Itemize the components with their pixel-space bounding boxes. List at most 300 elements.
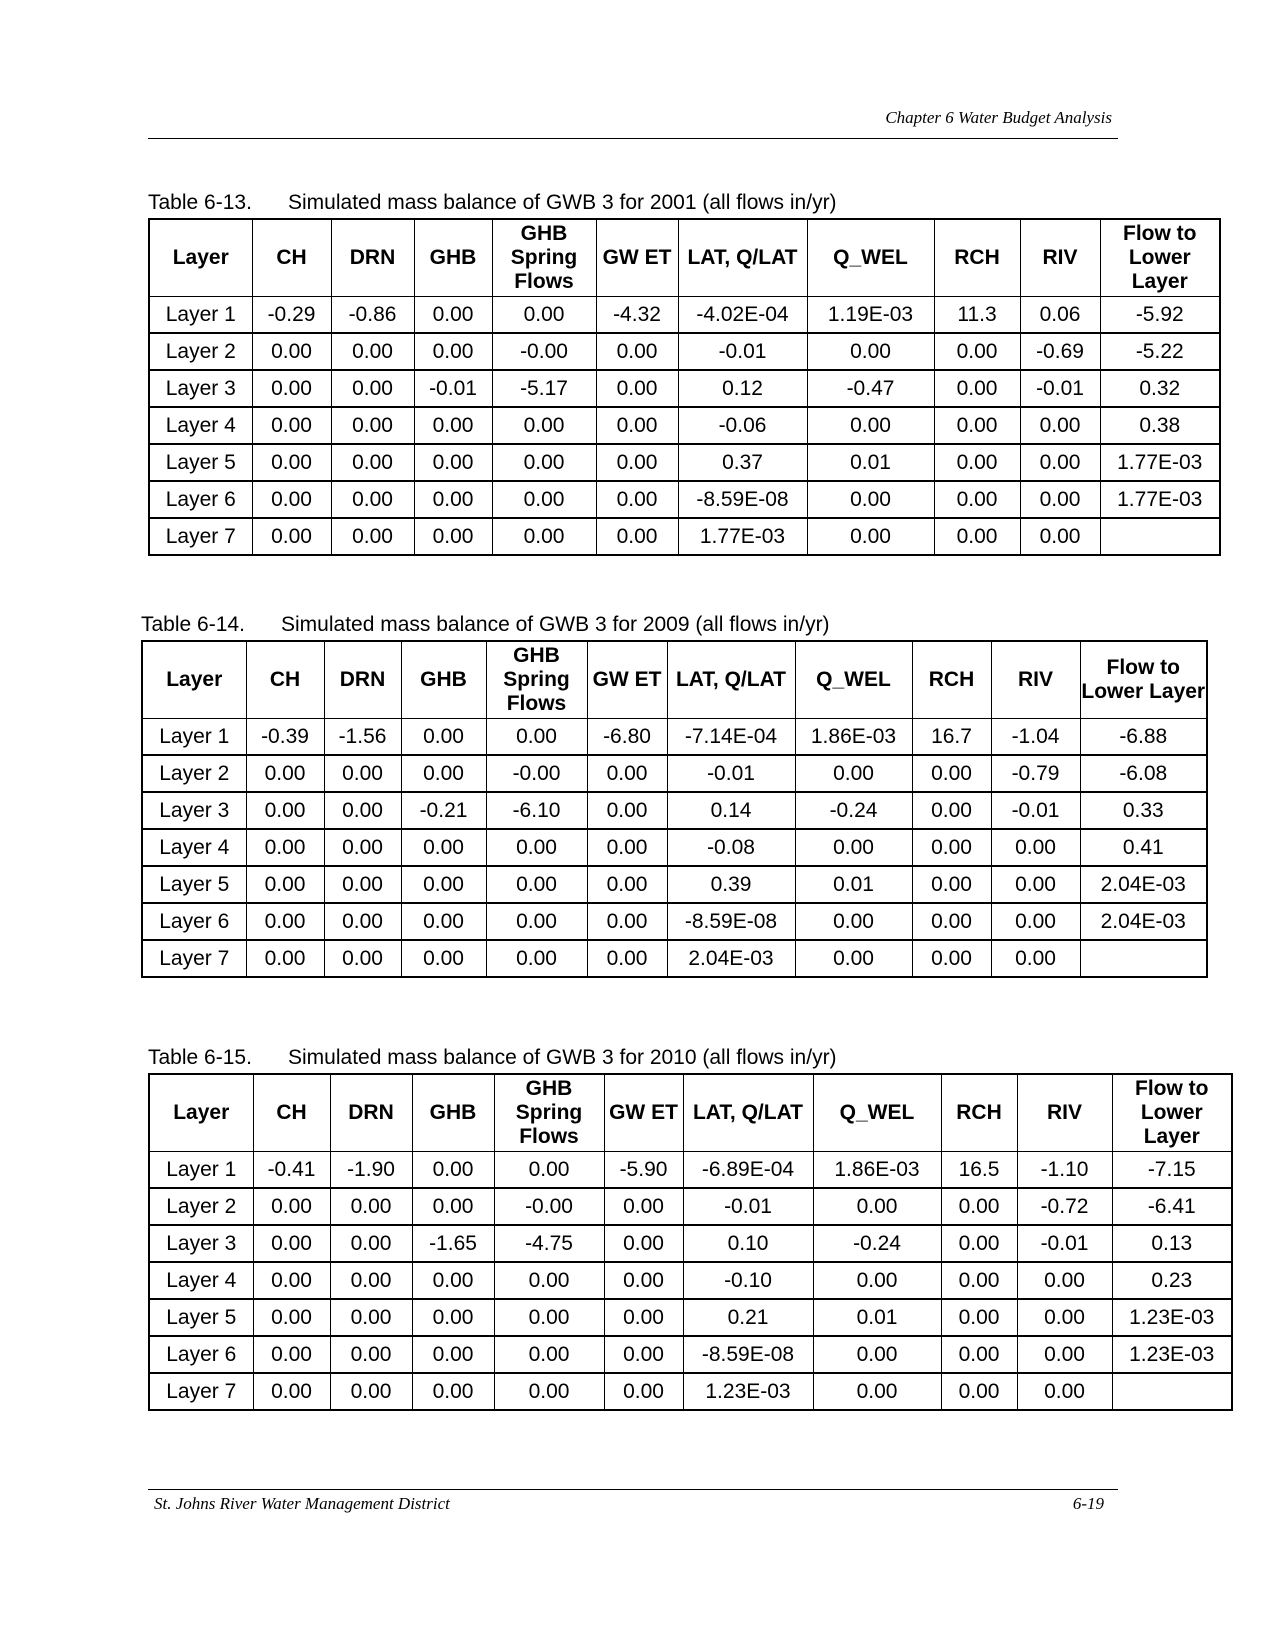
table-6-13-block (148, 188, 1221, 556)
row-label: Layer 3 (149, 370, 252, 407)
table-cell: 0.00 (1020, 444, 1100, 481)
table-cell: 0.00 (246, 829, 324, 866)
table-cell: 0.00 (246, 940, 324, 977)
table-cell: 0.00 (324, 903, 401, 940)
table-cell: 0.00 (934, 518, 1020, 555)
table-cell: 0.00 (604, 1188, 683, 1225)
table-cell: -0.00 (486, 755, 587, 792)
table-cell: 0.00 (414, 481, 492, 518)
table-cell: 0.00 (252, 407, 331, 444)
table-cell: -0.00 (494, 1188, 604, 1225)
table-6-14-block (141, 610, 1208, 978)
table-cell: 0.13 (1112, 1225, 1232, 1262)
column-header: GHB Spring Flows (486, 641, 587, 719)
table-cell: 0.00 (253, 1262, 330, 1299)
table-cell: -0.24 (795, 792, 912, 829)
table-cell: 0.00 (912, 866, 991, 903)
table-cell: 2.04E-03 (1080, 903, 1207, 940)
table-cell: 0.21 (683, 1299, 813, 1336)
column-header: RCH (934, 219, 1020, 297)
table-cell: 0.00 (330, 1188, 412, 1225)
table-6-15-block (148, 1043, 1233, 1411)
table-cell: 0.00 (795, 829, 912, 866)
table-cell: -0.41 (253, 1152, 330, 1189)
table-cell: -0.10 (683, 1262, 813, 1299)
table-title: Simulated mass balance of GWB 3 for 2010 (all flows in/yr) (288, 1046, 837, 1069)
table-cell: 0.00 (934, 444, 1020, 481)
row-label: Layer 5 (142, 866, 246, 903)
table-title: Simulated mass balance of GWB 3 for 2001 (all flows in/yr) (288, 191, 837, 214)
table-row (149, 370, 1220, 407)
table-cell: 0.00 (401, 903, 486, 940)
row-label: Layer 4 (149, 407, 252, 444)
table-cell: -7.14E-04 (667, 719, 795, 756)
table-cell: 1.23E-03 (1112, 1299, 1232, 1336)
table-cell: -0.72 (1017, 1188, 1112, 1225)
table-cell: 1.77E-03 (1100, 481, 1220, 518)
table-cell: 0.00 (596, 444, 678, 481)
row-label: Layer 6 (149, 1336, 253, 1373)
table-row (149, 407, 1220, 444)
table-cell: 0.00 (492, 297, 596, 334)
table-cell: 0.00 (401, 940, 486, 977)
table-cell: -0.01 (683, 1188, 813, 1225)
table-cell: 0.00 (246, 792, 324, 829)
table-cell: 0.00 (253, 1188, 330, 1225)
table-cell: 0.00 (494, 1373, 604, 1410)
table-cell (1100, 518, 1220, 555)
table-cell: 0.00 (414, 407, 492, 444)
column-header: RIV (1020, 219, 1100, 297)
column-header: GHB (412, 1074, 494, 1152)
table-cell: 0.00 (1020, 518, 1100, 555)
table-cell: 0.00 (486, 940, 587, 977)
table-cell: 0.00 (1017, 1336, 1112, 1373)
row-label: Layer 1 (149, 297, 252, 334)
row-label: Layer 7 (149, 518, 252, 555)
table-cell: 0.06 (1020, 297, 1100, 334)
row-label: Layer 1 (142, 719, 246, 756)
table-cell: 0.00 (324, 792, 401, 829)
table-cell: -5.92 (1100, 297, 1220, 334)
table-cell: -0.21 (401, 792, 486, 829)
table-cell: 0.00 (912, 903, 991, 940)
table-cell: -0.69 (1020, 333, 1100, 370)
table-row (149, 297, 1220, 334)
table-cell: -0.00 (492, 333, 596, 370)
row-label: Layer 4 (142, 829, 246, 866)
table-cell: 0.00 (941, 1225, 1017, 1262)
row-label: Layer 6 (142, 903, 246, 940)
table-cell: 0.00 (596, 481, 678, 518)
column-header: GW ET (604, 1074, 683, 1152)
column-header: RCH (941, 1074, 1017, 1152)
table-cell: 0.00 (331, 370, 414, 407)
table-cell: -4.02E-04 (678, 297, 807, 334)
table-cell: 1.77E-03 (1100, 444, 1220, 481)
table-cell: 0.00 (252, 370, 331, 407)
mass-balance-table (148, 1073, 1233, 1411)
table-cell: 0.01 (813, 1299, 941, 1336)
table-cell: 0.00 (252, 333, 331, 370)
table-cell: 1.86E-03 (813, 1152, 941, 1189)
table-cell: 0.00 (587, 755, 667, 792)
table-cell: -0.24 (813, 1225, 941, 1262)
column-header: Flow to Lower Layer (1100, 219, 1220, 297)
mass-balance-table (148, 218, 1221, 556)
table-cell: 0.00 (604, 1225, 683, 1262)
table-cell: 0.00 (331, 481, 414, 518)
table-cell: 2.04E-03 (667, 940, 795, 977)
page-header (148, 106, 1118, 139)
table-cell: 1.19E-03 (807, 297, 934, 334)
table-cell: 0.00 (486, 829, 587, 866)
table-cell: 0.00 (494, 1299, 604, 1336)
table-cell: -8.59E-08 (667, 903, 795, 940)
column-header: Layer (149, 219, 252, 297)
table-cell: -0.01 (414, 370, 492, 407)
table-cell: -0.01 (1017, 1225, 1112, 1262)
table-cell: 0.00 (330, 1336, 412, 1373)
table-cell: 0.00 (604, 1336, 683, 1373)
table-cell: -1.04 (991, 719, 1080, 756)
table-number: Table 6-14. (141, 613, 245, 636)
row-label: Layer 7 (142, 940, 246, 977)
column-header: CH (253, 1074, 330, 1152)
table-number: Table 6-15. (148, 1046, 252, 1069)
table-cell: 0.00 (813, 1373, 941, 1410)
table-cell: 1.77E-03 (678, 518, 807, 555)
table-cell: -0.01 (678, 333, 807, 370)
table-cell (1080, 940, 1207, 977)
table-cell: 0.00 (486, 903, 587, 940)
table-cell: 0.00 (494, 1262, 604, 1299)
table-cell: 2.04E-03 (1080, 866, 1207, 903)
table-cell: 0.00 (1020, 481, 1100, 518)
row-label: Layer 2 (149, 1188, 253, 1225)
table-cell: 1.86E-03 (795, 719, 912, 756)
table-cell: -6.08 (1080, 755, 1207, 792)
table-row (149, 1152, 1232, 1189)
table-cell: 0.00 (587, 903, 667, 940)
table-cell: 0.00 (252, 444, 331, 481)
table-cell: 0.00 (253, 1336, 330, 1373)
table-cell: 0.00 (492, 444, 596, 481)
table-caption (141, 610, 1208, 640)
table-cell: 0.00 (912, 792, 991, 829)
table-cell: 0.00 (252, 481, 331, 518)
table-row (142, 755, 1207, 792)
row-label: Layer 3 (142, 792, 246, 829)
table-cell: 0.00 (991, 866, 1080, 903)
table-cell: 0.00 (412, 1299, 494, 1336)
column-header: Q_WEL (795, 641, 912, 719)
page-footer (148, 1489, 1118, 1520)
table-cell: 0.00 (934, 370, 1020, 407)
table-cell: 0.00 (587, 792, 667, 829)
row-label: Layer 2 (142, 755, 246, 792)
column-header: Layer (142, 641, 246, 719)
table-cell: 0.00 (912, 755, 991, 792)
table-cell: 0.00 (324, 866, 401, 903)
table-cell: -6.41 (1112, 1188, 1232, 1225)
table-cell: 0.00 (587, 866, 667, 903)
table-cell: 0.00 (604, 1299, 683, 1336)
table-cell: 0.00 (330, 1262, 412, 1299)
table-cell: 0.00 (934, 407, 1020, 444)
table-row (149, 444, 1220, 481)
table-cell: -8.59E-08 (678, 481, 807, 518)
table-cell: 0.00 (252, 518, 331, 555)
column-header: Layer (149, 1074, 253, 1152)
table-cell: 0.00 (486, 866, 587, 903)
row-label: Layer 7 (149, 1373, 253, 1410)
table-cell: 0.00 (587, 829, 667, 866)
table-cell: 0.00 (401, 866, 486, 903)
table-cell: 0.14 (667, 792, 795, 829)
table-row (142, 940, 1207, 977)
table-cell: -1.90 (330, 1152, 412, 1189)
table-cell: 0.00 (331, 518, 414, 555)
table-cell: 0.00 (414, 518, 492, 555)
table-cell: -6.80 (587, 719, 667, 756)
table-cell: 0.00 (324, 755, 401, 792)
table-cell: -6.10 (486, 792, 587, 829)
column-header: GHB Spring Flows (494, 1074, 604, 1152)
table-cell: 0.00 (246, 866, 324, 903)
table-cell: -0.01 (1020, 370, 1100, 407)
table-cell: 16.7 (912, 719, 991, 756)
table-cell: 0.00 (991, 903, 1080, 940)
column-header: DRN (330, 1074, 412, 1152)
table-cell: -0.06 (678, 407, 807, 444)
column-header: Flow to Lower Layer (1112, 1074, 1232, 1152)
table-row (149, 1373, 1232, 1410)
table-cell: -0.86 (331, 297, 414, 334)
table-cell: 0.00 (492, 407, 596, 444)
table-cell: 0.00 (414, 297, 492, 334)
table-row (142, 719, 1207, 756)
table-cell: 16.5 (941, 1152, 1017, 1189)
table-row (149, 481, 1220, 518)
table-cell: -5.22 (1100, 333, 1220, 370)
table-cell: 11.3 (934, 297, 1020, 334)
table-cell: 0.00 (331, 407, 414, 444)
table-cell: 0.00 (1020, 407, 1100, 444)
table-cell: 0.00 (934, 333, 1020, 370)
table-cell: 0.00 (412, 1373, 494, 1410)
table-cell: 0.00 (253, 1299, 330, 1336)
table-cell: 0.00 (604, 1373, 683, 1410)
table-cell: 0.23 (1112, 1262, 1232, 1299)
table-cell: 0.00 (486, 719, 587, 756)
table-cell: -0.29 (252, 297, 331, 334)
table-cell: 0.00 (401, 755, 486, 792)
column-header: GHB Spring Flows (492, 219, 596, 297)
table-cell: 0.00 (494, 1336, 604, 1373)
table-cell: 0.00 (414, 333, 492, 370)
table-cell: 0.00 (807, 333, 934, 370)
table-cell: -1.65 (412, 1225, 494, 1262)
table-cell: -5.90 (604, 1152, 683, 1189)
column-header: Q_WEL (813, 1074, 941, 1152)
table-cell: 0.00 (331, 333, 414, 370)
table-cell: 0.00 (330, 1225, 412, 1262)
table-cell: 0.00 (253, 1225, 330, 1262)
table-cell: 0.00 (492, 518, 596, 555)
table-cell: 0.00 (795, 755, 912, 792)
column-header: GW ET (596, 219, 678, 297)
table-cell: 0.00 (246, 903, 324, 940)
page-number: 6-19 (1072, 1494, 1104, 1513)
table-cell: 0.12 (678, 370, 807, 407)
column-header: RIV (991, 641, 1080, 719)
table-cell: 0.00 (401, 719, 486, 756)
table-row (149, 1188, 1232, 1225)
table-cell: 0.00 (795, 940, 912, 977)
column-header: LAT, Q/LAT (683, 1074, 813, 1152)
table-cell: 0.00 (414, 444, 492, 481)
table-cell: 0.00 (813, 1262, 941, 1299)
row-label: Layer 5 (149, 1299, 253, 1336)
table-cell: 0.00 (813, 1188, 941, 1225)
table-cell: -0.39 (246, 719, 324, 756)
table-cell: 0.38 (1100, 407, 1220, 444)
table-row (142, 792, 1207, 829)
table-cell: 0.37 (678, 444, 807, 481)
table-cell: 0.00 (912, 940, 991, 977)
table-cell: 0.00 (401, 829, 486, 866)
table-cell: -1.56 (324, 719, 401, 756)
table-cell: 0.00 (941, 1299, 1017, 1336)
row-label: Layer 1 (149, 1152, 253, 1189)
table-cell: 0.00 (807, 518, 934, 555)
table-number: Table 6-13. (148, 191, 252, 214)
table-cell: 0.00 (807, 407, 934, 444)
table-caption (148, 188, 1221, 218)
row-label: Layer 5 (149, 444, 252, 481)
table-cell: 0.00 (813, 1336, 941, 1373)
table-cell: 0.00 (330, 1373, 412, 1410)
table-row (149, 1262, 1232, 1299)
column-header: RCH (912, 641, 991, 719)
table-row (149, 333, 1220, 370)
table-cell: 0.00 (596, 518, 678, 555)
table-cell: -0.08 (667, 829, 795, 866)
table-cell: 0.00 (412, 1262, 494, 1299)
table-cell: 0.00 (941, 1188, 1017, 1225)
table-cell: 0.00 (1017, 1373, 1112, 1410)
table-cell: -4.75 (494, 1225, 604, 1262)
row-label: Layer 2 (149, 333, 252, 370)
table-cell: 0.00 (324, 940, 401, 977)
table-cell: 0.00 (246, 755, 324, 792)
column-header: LAT, Q/LAT (667, 641, 795, 719)
table-cell: 0.00 (1017, 1262, 1112, 1299)
table-cell: 0.00 (795, 903, 912, 940)
column-header: CH (246, 641, 324, 719)
table-cell: 0.00 (587, 940, 667, 977)
table-row (149, 1336, 1232, 1373)
mass-balance-table (141, 640, 1208, 978)
table-cell: 0.00 (596, 333, 678, 370)
table-cell: 0.00 (941, 1262, 1017, 1299)
table-cell: 0.00 (596, 370, 678, 407)
table-cell: 0.33 (1080, 792, 1207, 829)
column-header: GHB (414, 219, 492, 297)
table-cell: 0.10 (683, 1225, 813, 1262)
column-header: GHB (401, 641, 486, 719)
table-cell: -4.32 (596, 297, 678, 334)
table-row (149, 518, 1220, 555)
table-cell: 0.00 (331, 444, 414, 481)
table-title: Simulated mass balance of GWB 3 for 2009 (all flows in/yr) (281, 613, 830, 636)
column-header: GW ET (587, 641, 667, 719)
organization-name: St. Johns River Water Management District (154, 1494, 450, 1513)
table-cell: -0.47 (807, 370, 934, 407)
column-header: DRN (324, 641, 401, 719)
table-cell: 0.00 (807, 481, 934, 518)
table-cell: 0.00 (991, 829, 1080, 866)
table-cell: 0.00 (596, 407, 678, 444)
table-cell: 0.00 (330, 1299, 412, 1336)
table-cell: 0.00 (941, 1373, 1017, 1410)
table-row (142, 903, 1207, 940)
table-cell: 0.39 (667, 866, 795, 903)
row-label: Layer 4 (149, 1262, 253, 1299)
table-cell: 1.23E-03 (1112, 1336, 1232, 1373)
table-cell: -0.01 (667, 755, 795, 792)
table-cell: 0.00 (991, 940, 1080, 977)
table-row (149, 1299, 1232, 1336)
table-cell: 0.00 (324, 829, 401, 866)
table-cell: -5.17 (492, 370, 596, 407)
table-cell: -8.59E-08 (683, 1336, 813, 1373)
table-cell: 0.00 (934, 481, 1020, 518)
table-cell: 0.00 (412, 1152, 494, 1189)
column-header: DRN (331, 219, 414, 297)
column-header: LAT, Q/LAT (678, 219, 807, 297)
table-cell: 0.00 (253, 1373, 330, 1410)
table-cell: 0.00 (494, 1152, 604, 1189)
table-cell: 0.00 (912, 829, 991, 866)
table-cell: 0.00 (492, 481, 596, 518)
table-row (142, 829, 1207, 866)
table-cell: 0.00 (412, 1188, 494, 1225)
table-cell: 0.00 (604, 1262, 683, 1299)
table-cell: 0.01 (795, 866, 912, 903)
table-cell: -1.10 (1017, 1152, 1112, 1189)
table-cell: -0.79 (991, 755, 1080, 792)
column-header: RIV (1017, 1074, 1112, 1152)
column-header: CH (252, 219, 331, 297)
table-cell: 0.00 (412, 1336, 494, 1373)
table-row (142, 866, 1207, 903)
table-cell: 0.01 (807, 444, 934, 481)
table-cell: -6.88 (1080, 719, 1207, 756)
table-cell: 0.00 (1017, 1299, 1112, 1336)
column-header: Q_WEL (807, 219, 934, 297)
table-caption (148, 1043, 1233, 1073)
table-cell: -6.89E-04 (683, 1152, 813, 1189)
table-cell (1112, 1373, 1232, 1410)
table-cell: 0.41 (1080, 829, 1207, 866)
table-cell: 0.32 (1100, 370, 1220, 407)
table-cell: 1.23E-03 (683, 1373, 813, 1410)
table-row (149, 1225, 1232, 1262)
table-cell: -0.01 (991, 792, 1080, 829)
chapter-title: Chapter 6 Water Budget Analysis (885, 108, 1112, 127)
